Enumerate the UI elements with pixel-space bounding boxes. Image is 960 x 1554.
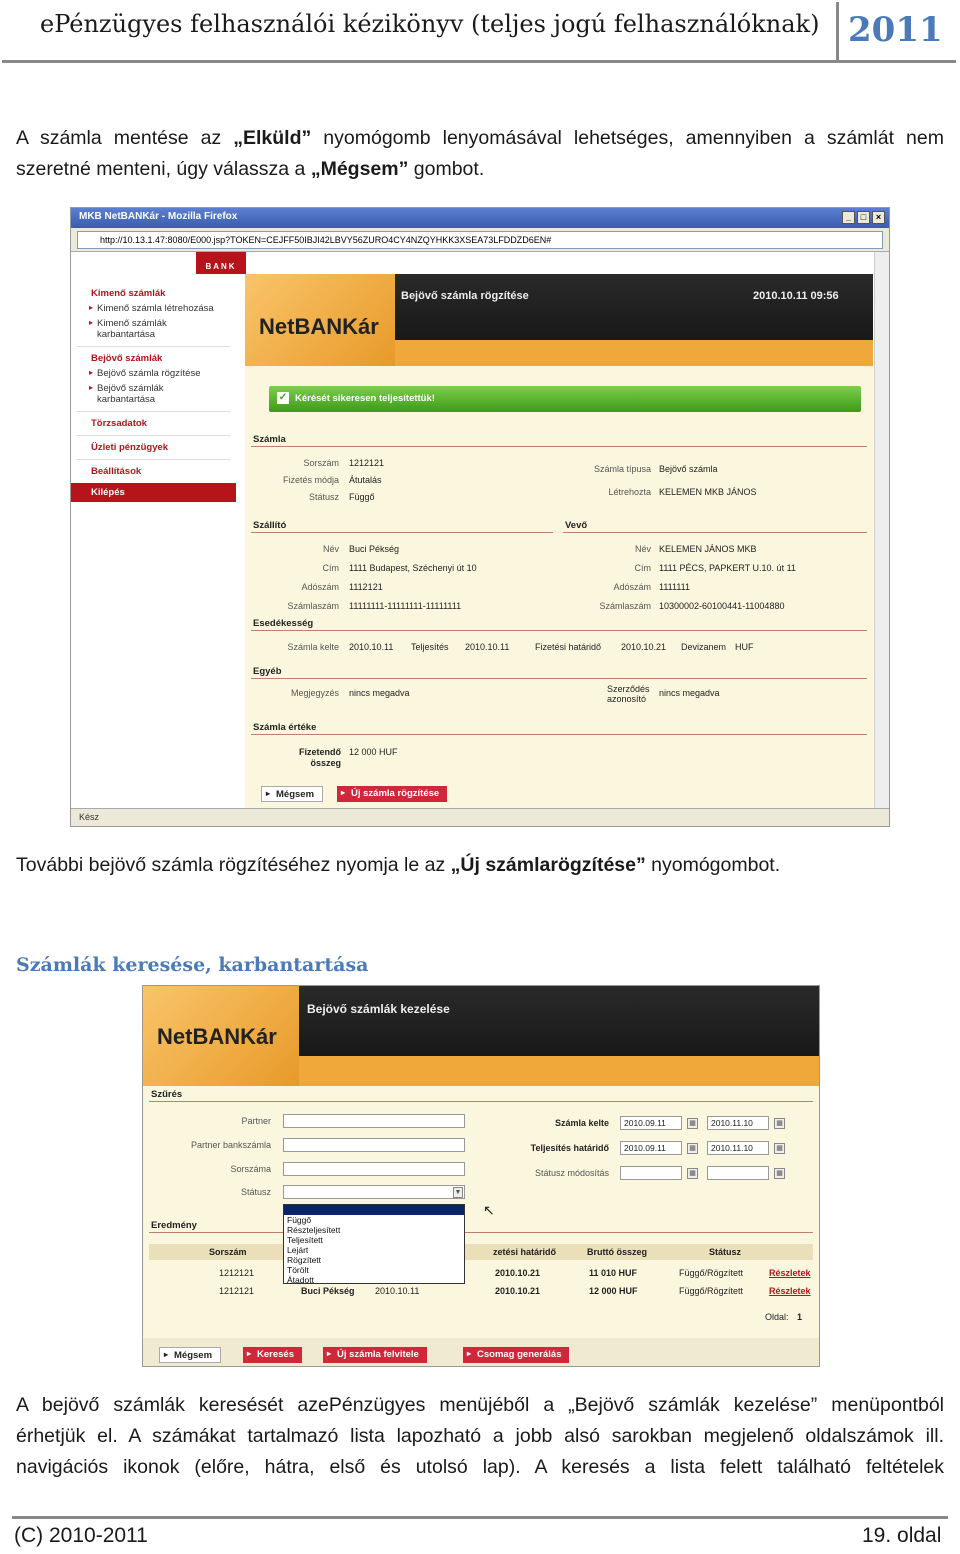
label-fizetendo-osszeg: Fizetendő összeg (299, 747, 341, 768)
dropdown-option[interactable]: Függő (287, 1215, 312, 1225)
value-teljesites: 2010.10.11 (465, 642, 510, 652)
value-fizetesi-hatarido: 2010.10.21 (621, 642, 667, 652)
statusz-mod-to-input[interactable] (707, 1166, 769, 1180)
new-invoice-button[interactable]: ▸ Új számla felvitele (323, 1347, 427, 1363)
maximize-icon[interactable]: □ (857, 211, 870, 224)
status-dropdown-list (283, 1204, 465, 1284)
vertical-scrollbar[interactable] (874, 252, 889, 808)
para1-text-3: gombot. (408, 158, 485, 180)
sidebar-divider (77, 411, 230, 412)
value-fizetes-modja: Átutalás (349, 475, 382, 485)
package-generate-button[interactable]: ▸ Csomag generálás (463, 1347, 569, 1363)
szallito-cim: 1111 Budapest, Széchenyi út 10 (349, 563, 477, 573)
calendar-icon[interactable]: ▦ (687, 1168, 698, 1179)
statusz-select[interactable] (283, 1185, 465, 1199)
col-sorszam[interactable]: Sorszám (209, 1247, 247, 1257)
col-statusz[interactable]: Státusz (709, 1247, 742, 1257)
sidebar-item-uzleti[interactable]: Üzleti pénzügyek (91, 442, 169, 453)
para3-line-1: A bejövő számlák keresését azePénzügyes menüjéből a „Bejövő számlák kezelése” menüpontból (16, 1394, 944, 1416)
mouse-cursor-icon: ↖ (483, 1202, 495, 1218)
dropdown-empty-option[interactable] (284, 1205, 464, 1215)
section-szallito: Szállító (253, 520, 287, 531)
section-egyeb: Egyéb (253, 666, 282, 677)
label-cim: Cím (322, 563, 339, 573)
para2-bold-uj: „Új számlarögzítése” (450, 854, 646, 876)
footer-rule (12, 1516, 948, 1519)
calendar-icon[interactable]: ▦ (774, 1143, 785, 1154)
cancel-button[interactable]: ▸ Mégsem (261, 786, 323, 802)
netbankar-logo: NetBANKár (245, 274, 395, 366)
section-rule (251, 446, 867, 447)
szallito-nev: Buci Pékség (349, 544, 400, 554)
sidebar-item-bejovo-karbantartas[interactable]: ▸ Bejövő számlák karbantartása (71, 381, 236, 407)
browser-window-title: MKB NetBANKár - Mozilla Firefox (79, 211, 238, 222)
calendar-icon[interactable]: ▦ (774, 1118, 785, 1129)
section-rule (251, 734, 867, 735)
chevron-down-icon[interactable]: ▼ (454, 1189, 462, 1196)
value-letrehozta: KELEMEN MKB JÁNOS (659, 487, 757, 497)
check-icon: ✓ (278, 392, 288, 403)
cell-kelte: 2010.10.11 (375, 1286, 420, 1296)
para3-line-3: navigációs ikonok (előre, hátra, első és utolsó lap). A keresés a lista felett található feltételek (16, 1456, 944, 1478)
calendar-icon[interactable]: ▦ (687, 1118, 698, 1129)
partner-bankszamla-input[interactable] (283, 1138, 465, 1152)
dropdown-option[interactable]: Teljesített (287, 1235, 323, 1245)
sidebar-item-kimeno-letrehozas[interactable]: ▸ Kimenő számla létrehozása (71, 301, 236, 316)
label-devizanem: Devizanem (681, 642, 727, 652)
new-invoice-button[interactable]: ▸ Új számla rögzítése (337, 786, 447, 802)
sidebar-divider (77, 435, 230, 436)
para3-line-2: érhetjük el. A számákat tartalmazó lista lapozható a jobb alsó sarokban megjelenő oldalszámok ill. (16, 1425, 944, 1447)
label-partner: Partner (241, 1116, 271, 1126)
sidebar-item-kimeno[interactable]: Kimenő számlák (91, 288, 166, 299)
sidebar-item-kilepes[interactable]: Kilépés (71, 483, 236, 502)
value-devizanem: HUF (735, 642, 754, 652)
pagination-label: Oldal: (765, 1312, 789, 1322)
label-szerzodes-azonosito: Szerződés azonosító (607, 684, 650, 704)
section-rule (251, 678, 867, 679)
label-letrehozta: Létrehozta (608, 487, 651, 497)
section-rule (251, 630, 867, 631)
col-brutto-osszeg[interactable]: Bruttó összeg (587, 1247, 648, 1257)
paragraph-save-instructions (16, 123, 944, 185)
document-header-year: 2011 (848, 10, 943, 50)
sidebar-item-torzsadatok[interactable]: Törzsadatok (91, 418, 147, 429)
vevo-adoszam: 1111111 (659, 582, 691, 592)
section-eredmeny: Eredmény (151, 1220, 197, 1231)
label-megjegyzes: Megjegyzés (290, 688, 339, 698)
screenshot-invoice-search (142, 985, 820, 1367)
para1-bold-elkuld: „Elküld” (233, 127, 312, 149)
sidebar-item-beallitasok[interactable]: Beállítások (91, 466, 142, 477)
bank-logo: BANK (196, 252, 246, 274)
section-esedekesseg: Esedékesség (253, 618, 314, 629)
calendar-icon[interactable]: ▦ (774, 1168, 785, 1179)
sorszam-input[interactable] (283, 1162, 465, 1176)
app-banner (143, 986, 819, 1086)
vevo-szamlaszam: 10300002-60100441-11004880 (659, 601, 785, 611)
footer-page-number: 19. oldal (862, 1524, 942, 1547)
cell-hatarido: 2010.10.21 (495, 1286, 541, 1296)
dropdown-option[interactable]: Átadott (287, 1275, 314, 1285)
para2-text-1: További bejövő számla rögzítéséhez nyomja le az (16, 854, 451, 876)
label-statusz: Státusz (308, 492, 339, 502)
label-teljesites-hatarido: Teljesítés határidő (530, 1143, 609, 1153)
dropdown-option[interactable]: Lejárt (287, 1245, 309, 1255)
label-teljesites: Teljesítés (411, 642, 449, 652)
cell-hatarido: 2010.10.21 (495, 1268, 541, 1278)
szallito-szamlaszam: 11111111-11111111-11111111 (349, 601, 462, 611)
value-sorszam: 1212121 (349, 458, 385, 468)
section-szamla: Számla (253, 434, 286, 445)
browser-titlebar (71, 208, 889, 228)
details-link[interactable]: Részletek (769, 1286, 811, 1296)
cell-statusz: Függő/Rögzített (679, 1286, 744, 1296)
label-sorszam: Sorszáma (230, 1164, 271, 1174)
kelte-from-input[interactable]: 2010.09.11 (620, 1116, 682, 1130)
col-fizetesi-hatarido[interactable]: zetési határidő (493, 1247, 557, 1257)
label-fizetesi-hatarido: Fizetési határidő (535, 642, 602, 652)
partner-input[interactable] (283, 1114, 465, 1128)
paragraph-search-description (16, 1390, 944, 1483)
screenshot-browser-invoice-saved (70, 207, 890, 827)
hatarido-from-input[interactable]: 2010.09.11 (620, 1141, 682, 1155)
para2-text-2: nyomógombot. (645, 854, 781, 876)
datetime: 2010.10.11 09:56 (753, 290, 839, 302)
label-adoszam: Adószám (301, 582, 339, 592)
success-message (269, 386, 861, 412)
vevo-cim: 1111 PÉCS, PAPKERT U.10. út 11 (659, 563, 796, 573)
sidebar-divider (77, 346, 230, 347)
value-szamla-tipusa: Bejövő számla (659, 464, 718, 474)
header-rule (2, 60, 956, 63)
window-controls (842, 211, 885, 224)
section-szures: Szűrés (151, 1089, 183, 1100)
label-statusz-modositas: Státusz módosítás (534, 1168, 609, 1178)
pagination-page[interactable]: 1 (797, 1312, 803, 1322)
para1-text-2: nyomógomb lenyomásával lehetséges, amennyiben a számlát nem szeretné menteni, úgy válassza a (16, 127, 944, 180)
cell-brutto: 11 010 HUF (589, 1268, 638, 1278)
dropdown-option[interactable]: Részteljesített (287, 1225, 341, 1235)
label-cim: Cím (634, 563, 651, 573)
sidebar-divider (77, 459, 230, 460)
cell-partner: Buci Pékség (301, 1286, 355, 1296)
success-text: Kérését sikeresen teljesítettük! (295, 393, 435, 404)
hatarido-to-input[interactable]: 2010.11.10 (707, 1141, 769, 1155)
label-fizetes-modja: Fizetés módja (282, 475, 339, 485)
details-link[interactable]: Részletek (769, 1268, 811, 1278)
minimize-icon[interactable]: _ (842, 211, 855, 224)
cancel-button[interactable]: ▸ Mégsem (159, 1347, 221, 1363)
app-sidebar (71, 252, 236, 808)
label-partner-bankszamla: Partner bankszámla (190, 1140, 271, 1150)
vevo-nev: KELEMEN JÁNOS MKB (659, 544, 757, 554)
label-sorszam: Sorszám (303, 458, 339, 468)
app-main-panel (245, 274, 873, 810)
footer-copyright: (C) 2010-2011 (14, 1524, 148, 1547)
para1-bold-megsem: „Mégsem” (310, 158, 409, 180)
cell-brutto: 12 000 HUF (589, 1286, 638, 1296)
sidebar-item-kimeno-karbantartas[interactable]: ▸ Kimenő számlák karbantartása (71, 316, 236, 342)
label-szamla-kelte: Számla kelte (554, 1118, 609, 1128)
section-vevo: Vevő (565, 520, 588, 531)
url-field[interactable]: http://10.13.1.47:8080/E000.jsp?TOKEN=CEJFF50IBJI42LBVY56ZURO4CY4NZQYHKK3XSEA73LFDDZD6EN# (77, 231, 883, 249)
cell-sorszam: 1212121 (219, 1268, 255, 1278)
label-nev: Név (322, 544, 339, 554)
value-szamla-kelte: 2010.10.11 (349, 642, 394, 652)
label-szamla-tipusa: Számla típusa (593, 464, 651, 474)
value-szerzodes-azonosito: nincs megadva (659, 688, 720, 698)
dropdown-option[interactable]: Törölt (287, 1265, 309, 1275)
dropdown-option[interactable]: Rögzített (287, 1255, 322, 1265)
header-divider (836, 2, 839, 60)
section-rule (149, 1101, 813, 1102)
cell-statusz: Függő/Rögzített (679, 1268, 744, 1278)
sidebar-item-bejovo-rogzites[interactable]: ▸ Bejövő számla rögzítése (71, 366, 236, 381)
sidebar-nav (71, 286, 236, 502)
label-szamlaszam: Számlaszám (287, 601, 339, 611)
section-heading: Számlák keresése, karbantartása (16, 954, 369, 976)
sidebar-item-bejovo[interactable]: Bejövő számlák (91, 353, 163, 364)
label-statusz: Státusz (240, 1187, 271, 1197)
browser-url-row (71, 228, 889, 252)
szallito-adoszam: 1112121 (349, 582, 383, 592)
para1-text-1: A számla mentése az (16, 127, 234, 149)
section-rule (563, 532, 867, 533)
page-title: Bejövő számla rögzítése (401, 290, 529, 302)
label-szamla-kelte: Számla kelte (287, 642, 339, 652)
browser-statusbar: Kész (71, 808, 889, 826)
netbankar-logo: NetBANKár (143, 986, 299, 1086)
document-header-title: ePénzügyes felhasználói kézikönyv (teljes jogú felhasználóknak) (40, 10, 820, 38)
statusz-mod-from-input[interactable] (620, 1166, 682, 1180)
page-title: Bejövő számlák kezelése (307, 1002, 450, 1016)
value-megjegyzes: nincs megadva (349, 688, 410, 698)
label-nev: Név (634, 544, 651, 554)
value-statusz: Függő (349, 492, 375, 502)
paragraph-new-invoice (16, 850, 944, 881)
section-szamla-erteke: Számla értéke (253, 722, 317, 733)
value-fizetendo-osszeg: 12 000 HUF (349, 747, 398, 757)
kelte-to-input[interactable]: 2010.11.10 (707, 1116, 769, 1130)
label-szamlaszam: Számlaszám (599, 601, 651, 611)
label-adoszam: Adószám (613, 582, 651, 592)
cell-sorszam: 1212121 (219, 1286, 255, 1296)
section-rule (149, 1232, 813, 1233)
section-rule (251, 532, 553, 533)
search-button[interactable]: ▸ Keresés (243, 1347, 302, 1363)
calendar-icon[interactable]: ▦ (687, 1143, 698, 1154)
app-banner (245, 274, 873, 366)
close-icon[interactable]: × (872, 211, 885, 224)
